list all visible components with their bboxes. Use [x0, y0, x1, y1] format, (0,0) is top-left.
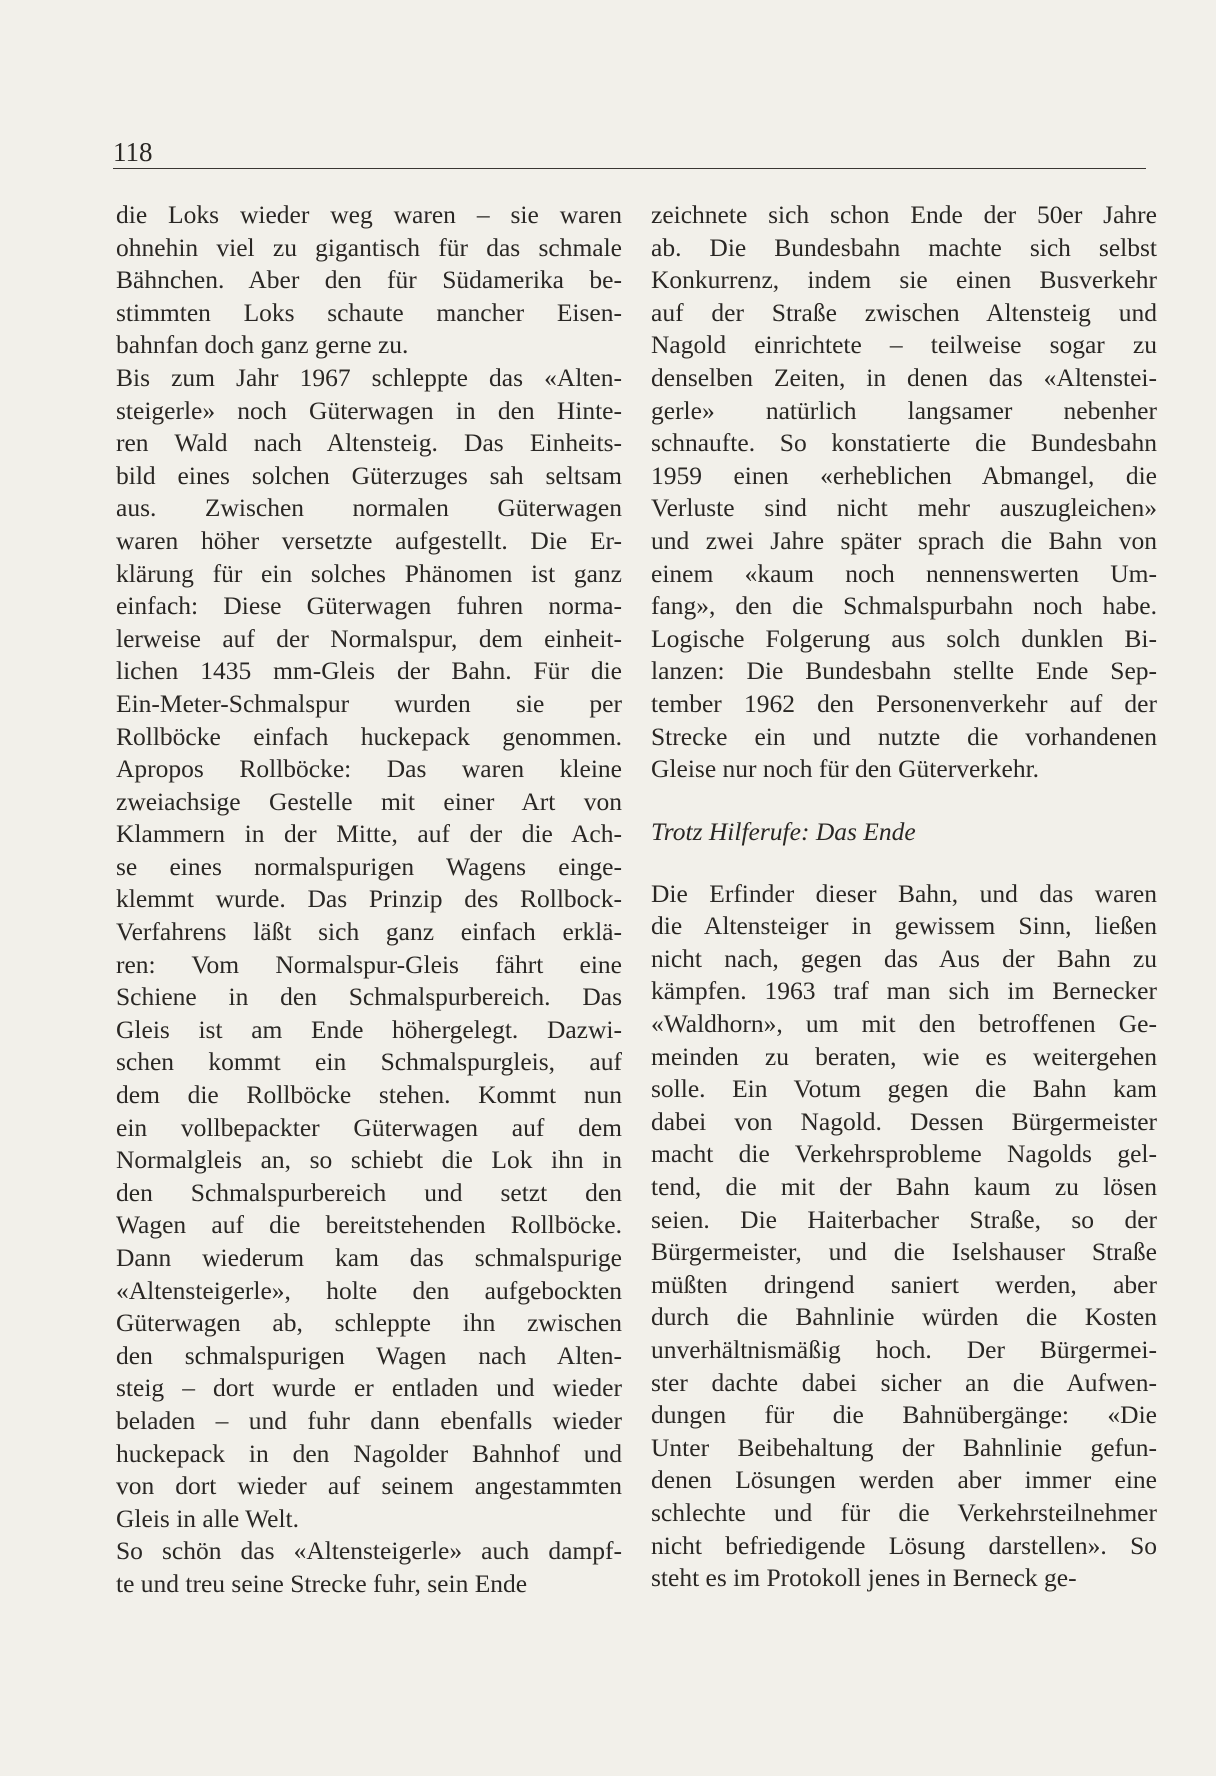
- right-column: [651, 199, 1157, 1595]
- text-line: dem die Rollböcke stehen. Kommt nun: [116, 1080, 622, 1110]
- text-line: stimmten Loks schaute mancher Eisen-: [116, 297, 622, 327]
- text-line: Verfahrens läßt sich ganz einfach erklä-: [116, 917, 622, 947]
- right-column-paragraphs-top: [651, 199, 1157, 786]
- text-line: huckepack in den Nagolder Bahnhof und: [116, 1438, 622, 1468]
- left-column: [116, 199, 622, 1601]
- right-column-paragraphs-bottom: [651, 878, 1157, 1595]
- text-line: steigerle» noch Güterwagen in den Hinte-: [116, 395, 622, 425]
- text-line: schlechte und für die Verkehrsteilnehmer: [651, 1497, 1157, 1527]
- text-line: die Loks wieder weg waren – sie waren: [116, 200, 622, 229]
- text-line: lerweise auf der Normalspur, dem einheit-: [116, 623, 622, 653]
- text-line: Rollböcke einfach huckepack genommen.: [116, 721, 622, 751]
- text-line: steig – dort wurde er entladen und wieder: [116, 1373, 622, 1403]
- text-line: schnaufte. So konstatierte die Bundesbahn: [651, 428, 1157, 458]
- text-line: zweiachsige Gestelle mit einer Art von: [116, 786, 622, 816]
- text-line: aus. Zwischen normalen Güterwagen: [116, 493, 622, 523]
- text-line: die Altensteiger in gewissem Sinn, ließen: [651, 911, 1157, 941]
- text-line: dabei von Nagold. Dessen Bürgermeister: [651, 1106, 1157, 1136]
- text-line: Apropos Rollböcke: Das waren kleine: [116, 754, 622, 784]
- text-line: solle. Ein Votum gegen die Bahn kam: [651, 1074, 1157, 1104]
- text-line: einem «kaum noch nennenswerten Um-: [651, 558, 1157, 588]
- text-line: bild eines solchen Güterzuges sah seltsam: [116, 460, 622, 490]
- text-line: te und treu seine Strecke fuhr, sein Ende: [116, 1568, 528, 1598]
- text-line: Unter Beibehaltung der Bahnlinie gefun-: [651, 1432, 1157, 1462]
- text-line: den Schmalspurbereich und setzt den: [116, 1177, 622, 1207]
- text-line: Schiene in den Schmalspurbereich. Das: [116, 982, 622, 1012]
- text-line: waren höher versetzte aufgestellt. Die Er-: [116, 525, 622, 555]
- text-line: Verluste sind nicht mehr auszugleichen»: [651, 493, 1157, 523]
- text-line: Gleis ist am Ende höhergelegt. Dazwi-: [116, 1014, 622, 1044]
- text-line: meinden zu beraten, wie es weitergehen: [651, 1041, 1157, 1071]
- text-line: lichen 1435 mm-Gleis der Bahn. Für die: [116, 656, 622, 686]
- text-line: Logische Folgerung aus solch dunklen Bi-: [651, 623, 1157, 653]
- text-line: durch die Bahnlinie würden die Kosten: [651, 1302, 1157, 1332]
- text-line: Konkurrenz, indem sie einen Busverkehr: [651, 265, 1157, 295]
- text-line: lanzen: Die Bundesbahn stellte Ende Sep-: [651, 656, 1157, 686]
- text-line: und zwei Jahre später sprach die Bahn von: [651, 525, 1157, 555]
- text-line: schen kommt ein Schmalspurgleis, auf: [116, 1047, 622, 1077]
- text-line: Bähnchen. Aber den für Südamerika be-: [116, 265, 622, 295]
- text-line: Nagold einrichtete – teilweise sogar zu: [651, 330, 1157, 360]
- text-line: Normalgleis an, so schiebt die Lok ihn in: [116, 1145, 622, 1175]
- text-line: müßten dringend saniert werden, aber: [651, 1269, 1157, 1299]
- text-line: auf der Straße zwischen Altensteig und: [651, 297, 1157, 327]
- text-line: ein vollbepackter Güterwagen auf dem: [116, 1112, 622, 1142]
- text-line: ab. Die Bundesbahn machte sich selbst: [651, 232, 1157, 262]
- text-line: unverhältnismäßig hoch. Der Bürgermei-: [651, 1335, 1157, 1364]
- text-line: dungen für die Bahnübergänge: «Die: [651, 1400, 1157, 1430]
- text-line: einfach: Diese Güterwagen fuhren norma-: [116, 591, 622, 621]
- text-line: denselben Zeiten, in denen das «Altenstei-: [651, 362, 1157, 392]
- text-line: Bürgermeister, und die Iselshauser Straße: [651, 1237, 1157, 1267]
- text-line: klemmt wurde. Das Prinzip des Rollbock-: [116, 884, 622, 914]
- page-number: 118: [113, 137, 153, 167]
- text-line: Klammern in der Mitte, auf der die Ach-: [116, 819, 622, 849]
- text-line: seien. Die Haiterbacher Straße, so der: [651, 1204, 1157, 1234]
- text-line: se eines normalspurigen Wagens einge-: [116, 851, 622, 881]
- text-line: von dort wieder auf seinem angestammten: [116, 1471, 622, 1501]
- text-line: Gleis in alle Welt.: [116, 1503, 300, 1533]
- text-line: Dann wiederum kam das schmalspurige: [116, 1243, 622, 1272]
- text-line: beladen – und fuhr dann ebenfalls wieder: [116, 1405, 622, 1435]
- text-line: nicht befriedigende Lösung darstellen». So: [651, 1530, 1157, 1560]
- text-line: «Altensteigerle», holte den aufgebockten: [116, 1275, 622, 1305]
- text-line: Wagen auf die bereitstehenden Rollböcke.: [116, 1210, 622, 1240]
- text-line: tember 1962 den Personenverkehr auf der: [651, 688, 1157, 718]
- text-line: bahnfan doch ganz gerne zu.: [116, 330, 409, 360]
- text-line: Gleise nur noch für den Güterverkehr.: [651, 754, 1040, 784]
- text-line: kämpfen. 1963 traf man sich im Bernecker: [651, 976, 1157, 1006]
- text-line: steht es im Protokoll jenes in Berneck ge-: [651, 1563, 1077, 1593]
- text-line: klärung für ein solches Phänomen ist ganz: [116, 558, 622, 588]
- section-heading: Trotz Hilferufe: Das Ende: [651, 816, 916, 846]
- text-line: Bis zum Jahr 1967 schleppte das «Alten-: [116, 362, 622, 392]
- header-rule: [113, 168, 1146, 169]
- text-line: den schmalspurigen Wagen nach Alten-: [116, 1340, 622, 1370]
- text-line: ster dachte dabei sicher an die Aufwen-: [651, 1367, 1157, 1397]
- text-line: So schön das «Altensteigerle» auch dampf-: [116, 1536, 622, 1566]
- text-line: Güterwagen ab, schleppte ihn zwischen: [116, 1308, 622, 1338]
- text-line: ren Wald nach Altensteig. Das Einheits-: [116, 428, 622, 458]
- text-line: macht die Verkehrsprobleme Nagolds gel-: [651, 1139, 1157, 1169]
- text-line: ohnehin viel zu gigantisch für das schmale: [116, 232, 622, 262]
- text-line: Strecke ein und nutzte die vorhandenen: [651, 721, 1157, 751]
- text-line: 1959 einen «erheblichen Abmangel, die: [651, 460, 1157, 490]
- text-line: gerle» natürlich langsamer nebenher: [651, 395, 1157, 425]
- text-line: zeichnete sich schon Ende der 50er Jahre: [651, 200, 1157, 229]
- text-line: ren: Vom Normalspur-Gleis fährt eine: [116, 949, 622, 979]
- text-line: nicht nach, gegen das Aus der Bahn zu: [651, 943, 1157, 973]
- text-line: tend, die mit der Bahn kaum zu lösen: [651, 1172, 1157, 1202]
- text-line: denen Lösungen werden aber immer eine: [651, 1465, 1157, 1495]
- text-line: Ein-Meter-Schmalspur wurden sie per: [116, 688, 622, 718]
- text-line: fang», den die Schmalspurbahn noch habe.: [651, 591, 1157, 621]
- text-line: «Waldhorn», um mit den betroffenen Ge-: [651, 1009, 1157, 1039]
- text-line: Die Erfinder dieser Bahn, und das waren: [651, 878, 1157, 908]
